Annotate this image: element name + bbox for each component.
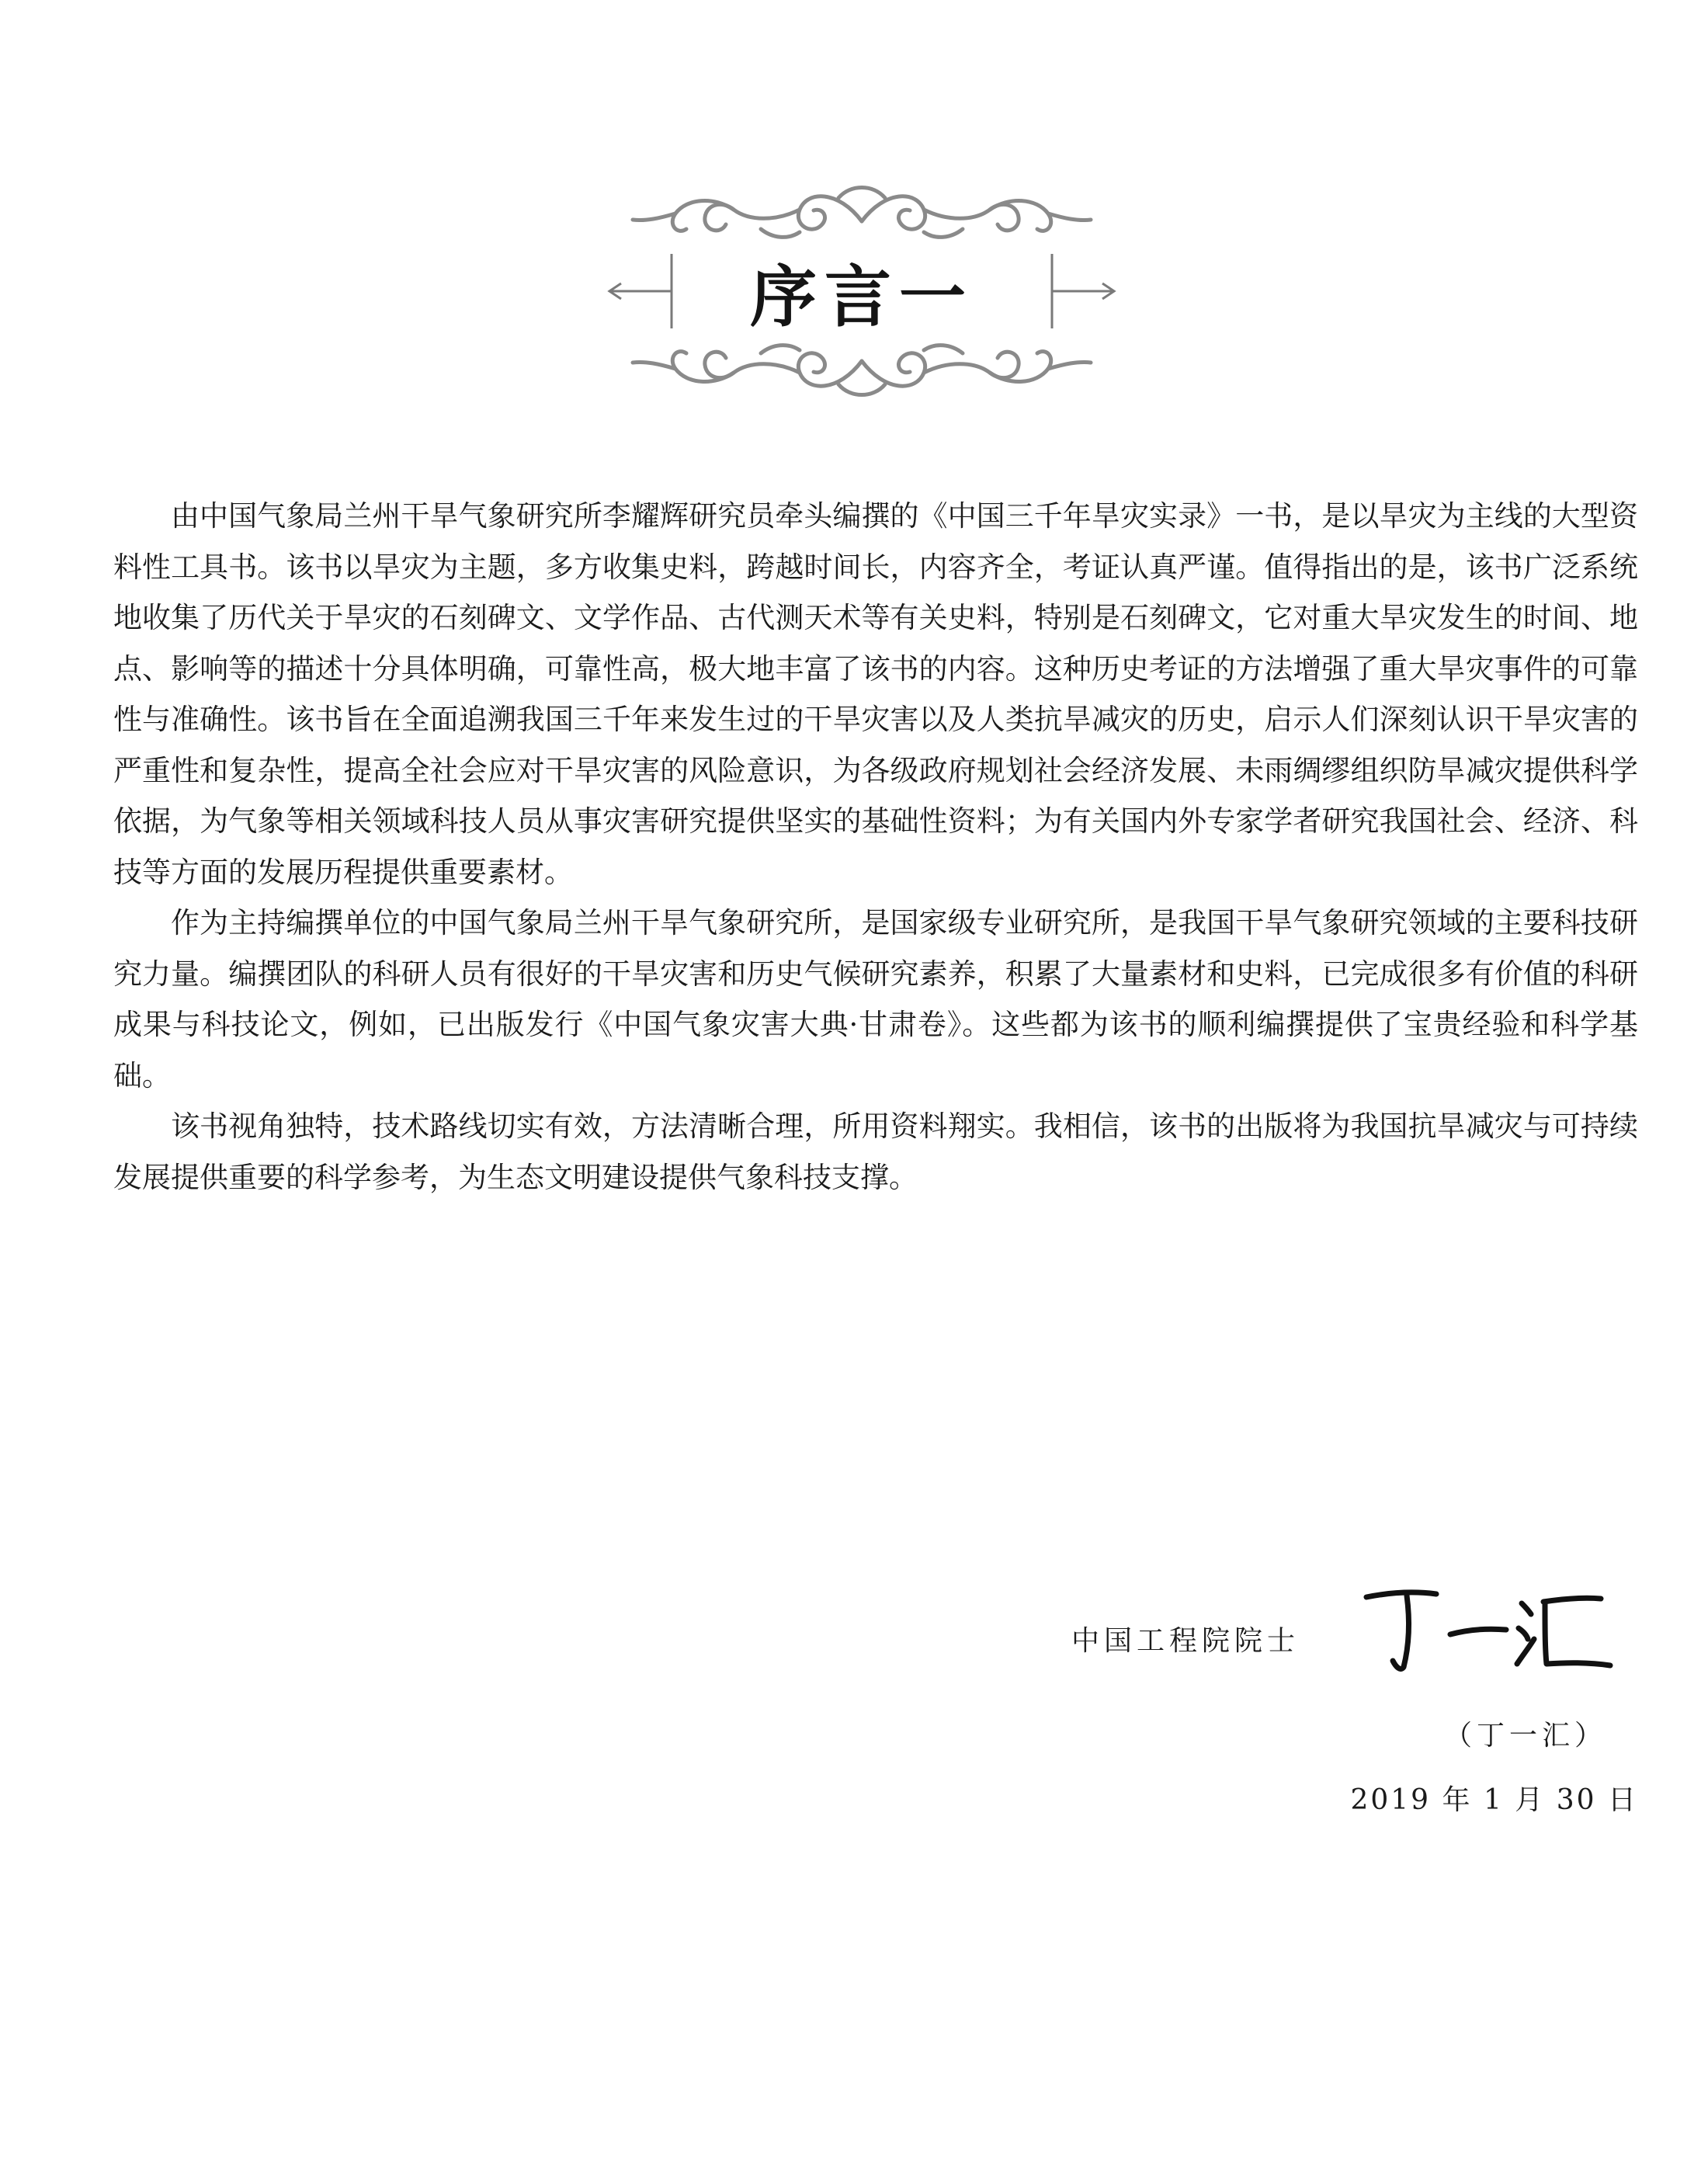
preface-body <box>113 491 1638 1203</box>
paragraph: 由中国气象局兰州干旱气象研究所李耀辉研究员牵头编撰的《中国三千年旱灾实录》一书，是以旱灾为主线的大型资料性工具书。该书以旱灾为主题，多方收集史料，跨越时间长，内容齐全，考证认真严谨。值得指出的是，该书广泛系统地收集了历代关于旱灾的石刻碑文、文学作品、古代测天术等有关史料，特别是石刻碑文，它对重大旱灾发生的时间、地点、影响等的描述十分具体明确，可靠性高，极大地丰富了该书的内容。这种历史考证的方法增强了重大旱灾事件的可靠性与准确性。该书旨在全面追溯我国三千年来发生过的干旱灾害以及人类抗旱减灾的历史，启示人们深刻认识干旱灾害的严重性和复杂性，提高全社会应对干旱灾害的风险意识，为各级政府规划社会经济发展、未雨绸缪组织防旱减灾提供科学依据，为气象等相关领域科技人员从事灾害研究提供坚实的基础性资料；为有关国内外专家学者研究我国社会、经济、科技等方面的发展历程提供重要素材。 <box>113 499 1638 889</box>
signature-block <box>1071 1580 1638 1828</box>
paragraph: 作为主持编撰单位的中国气象局兰州干旱气象研究所，是国家级专业研究所，是我国干旱气象研究领域的主要科技研究力量。编撰团队的科研人员有很好的干旱灾害和历史气候研究素养，积累了大量素材和史料，已完成很多有价值的科研成果与科技论文，例如，已出版发行《中国气象灾害大典·甘肃卷》。这些都为该书的顺利编撰提供了宝贵经验和科学基础。 <box>113 906 1638 1092</box>
title-ornament <box>606 175 1118 408</box>
handwritten-signature-icon <box>1359 1580 1615 1681</box>
page-title: 序言一 <box>750 259 974 336</box>
paragraph: 该书视角独特，技术路线切实有效，方法清晰合理，所用资料翔实。我相信，该书的出版将为我国抗旱减灾与可持续发展提供重要的科学参考，为生态文明建设提供气象科技支撑。 <box>113 1110 1638 1194</box>
author-affiliation: 中国工程院院士 <box>1071 1625 1300 1657</box>
signature-date: 2019 年 1 月 30 日 <box>1350 1784 1638 1816</box>
author-name: （丁一汇） <box>1443 1720 1607 1752</box>
